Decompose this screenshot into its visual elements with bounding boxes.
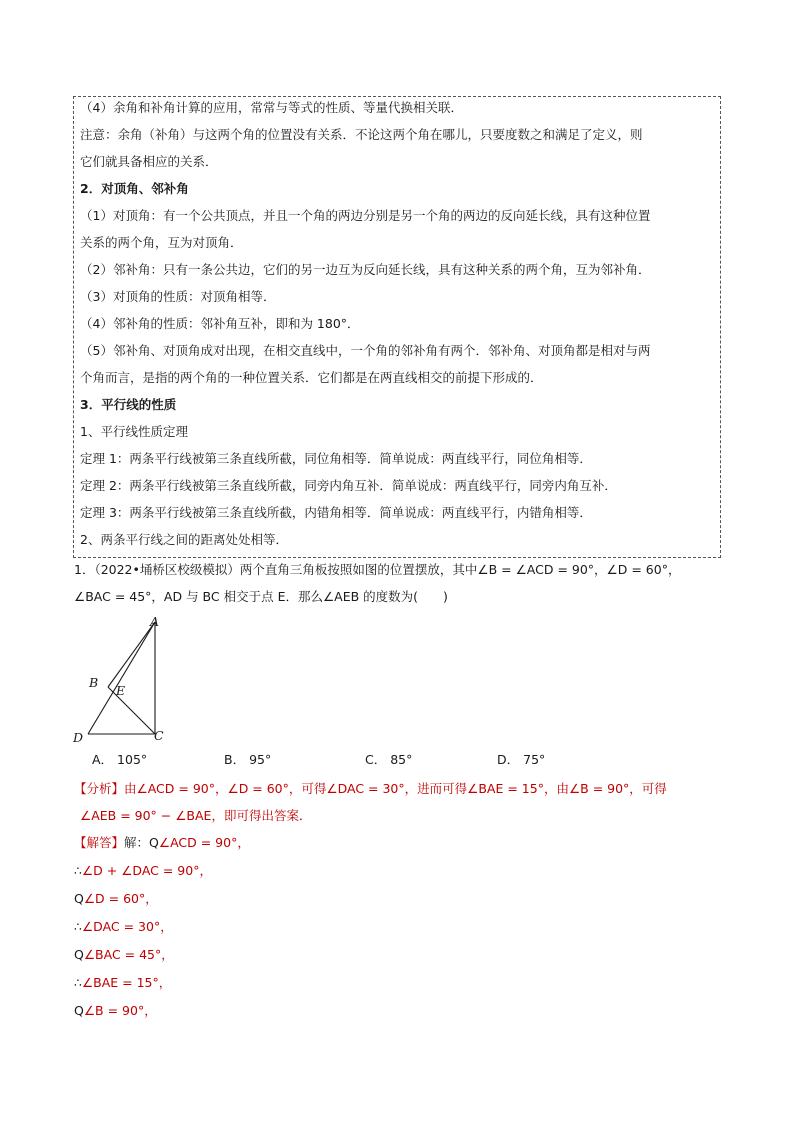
solution-step-7 xyxy=(74,1001,157,1019)
box-line-17: 2、两条平行线之间的距离处处相等． xyxy=(80,532,288,547)
option-a-letter: A． xyxy=(92,752,114,767)
step-text: ∠ACD = 90°， xyxy=(158,835,250,850)
box-line-7: （2）邻补角：只有一条公共边，它们的另一边互为反向延长线，具有这种关系的两个角，互为邻补角． xyxy=(80,262,651,277)
label-E: E xyxy=(116,683,126,698)
box-line-11: 个角而言，是指的两个角的一种位置关系．它们都是在两直线相交的前提下形成的． xyxy=(80,370,543,385)
section-heading-2: 2．对顶角、邻补角 xyxy=(80,181,189,196)
option-b-value: 95° xyxy=(249,752,272,767)
analysis-tag: 【分析】 xyxy=(74,781,125,796)
analysis-line-1 xyxy=(74,779,667,797)
option-c[interactable] xyxy=(365,750,412,768)
step-text: ∠BAC = 45°， xyxy=(83,947,174,962)
segment-AB xyxy=(108,622,155,687)
option-a-value: 105° xyxy=(117,752,148,767)
step-prefix: Q xyxy=(74,1003,84,1018)
box-line-6: 关系的两个角，互为对顶角． xyxy=(80,235,243,250)
solution-step-2 xyxy=(74,861,212,879)
box-line-2: 注意：余角（补角）与这两个角的位置没有关系．不论这两个角在哪儿，只要度数之和满足了定义，则 xyxy=(80,127,643,142)
solution-step-3 xyxy=(74,889,158,907)
label-B: B xyxy=(89,675,99,690)
solution-tag: 【解答】 xyxy=(74,835,125,850)
option-b[interactable] xyxy=(224,750,271,768)
question-line-2: ∠BAC = 45°，AD 与 BC 相交于点 E．那么∠AEB 的度数为( ) xyxy=(74,589,448,604)
step-prefix: ∴ xyxy=(74,975,82,990)
label-A: A xyxy=(150,614,160,629)
step-prefix: Q xyxy=(74,947,84,962)
solution-header xyxy=(74,833,250,851)
step-text: ∠BAE = 15°， xyxy=(81,975,172,990)
box-line-13: 1、平行线性质定理 xyxy=(80,424,188,439)
solution-step-5 xyxy=(74,945,174,963)
triangle-figure xyxy=(70,612,180,747)
option-c-value: 85° xyxy=(390,752,413,767)
step-prefix: ∴ xyxy=(74,863,82,878)
option-c-letter: C． xyxy=(365,752,387,767)
box-line-14: 定理 1：两条平行线被第三条直线所截，同位角相等．简单说成：两直线平行，同位角相等． xyxy=(80,451,592,466)
analysis-line-2: ∠AEB = 90° − ∠BAE，即可得出答案． xyxy=(80,808,312,823)
solution-step-6 xyxy=(74,973,171,991)
box-line-3: 它们就具备相应的关系． xyxy=(80,154,218,169)
box-line-5: （1）对顶角：有一个公共顶点，并且一个角的两边分别是另一个角的两边的反向延长线，具有这种位置 xyxy=(80,208,651,223)
box-line-1: （4）余角和补角计算的应用，常常与等式的性质、等量代换相关联． xyxy=(80,100,463,115)
step-text: ∠D + ∠DAC = 90°， xyxy=(81,863,212,878)
analysis-text-1: 由∠ACD = 90°，∠D = 60°，可得∠DAC = 30°，进而可得∠BAE = 15°，由∠B = 90°，可得 xyxy=(124,781,667,796)
step-prefix: Q xyxy=(74,891,84,906)
box-line-10: （5）邻补角、对顶角成对出现，在相交直线中，一个角的邻补角有两个．邻补角、对顶角都是相对与两 xyxy=(80,343,651,358)
box-line-8: （3）对顶角的性质：对顶角相等． xyxy=(80,289,276,304)
box-line-9: （4）邻补角的性质：邻补角互补，即和为 180°． xyxy=(80,316,360,331)
label-C: C xyxy=(154,728,164,743)
option-d[interactable] xyxy=(497,750,545,768)
solution-intro: 解： xyxy=(124,835,150,850)
step-text: ∠B = 90°， xyxy=(83,1003,157,1018)
option-a[interactable] xyxy=(92,750,147,768)
box-line-16: 定理 3：两条平行线被第三条直线所截，内错角相等．简单说成：两直线平行，内错角相等． xyxy=(80,505,592,520)
section-heading-3: 3．平行线的性质 xyxy=(80,397,177,412)
option-b-letter: B． xyxy=(224,752,246,767)
step-text: ∠D = 60°， xyxy=(83,891,158,906)
option-d-value: 75° xyxy=(523,752,546,767)
label-D: D xyxy=(73,730,84,745)
step-text: ∠DAC = 30°， xyxy=(81,919,173,934)
box-line-15: 定理 2：两条平行线被第三条直线所截，同旁内角互补．简单说成：两直线平行，同旁内角互补． xyxy=(80,478,617,493)
question-line-1: 1．（2022•埇桥区校级模拟）两个直角三角板按照如图的位置摆放，其中∠B = ∠ACD = 90°，∠D = 60°， xyxy=(74,562,681,577)
solution-step-4 xyxy=(74,917,173,935)
step-prefix: Q xyxy=(149,835,159,850)
step-prefix: ∴ xyxy=(74,919,82,934)
option-d-letter: D． xyxy=(497,752,520,767)
